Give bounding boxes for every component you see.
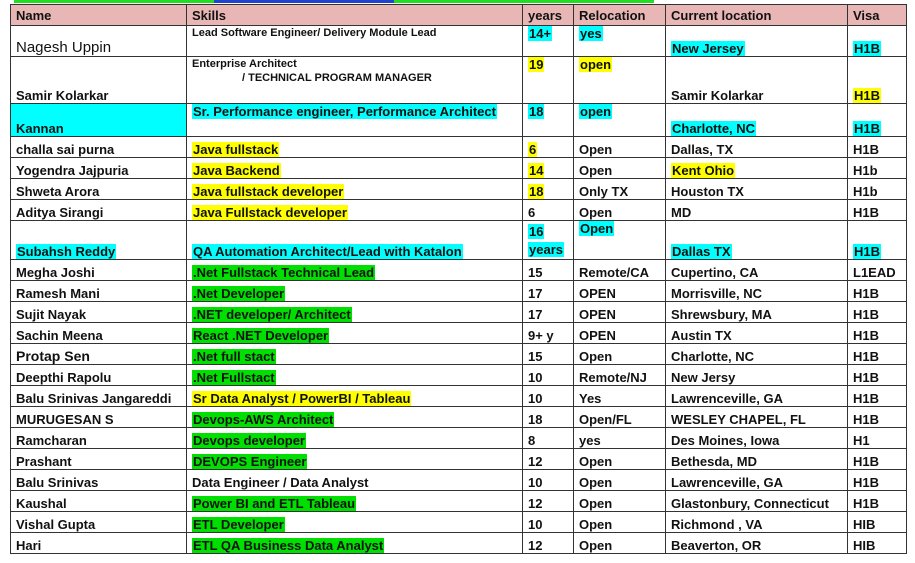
header-visa: Visa [848, 5, 907, 26]
cell-location: MD [666, 200, 848, 221]
cell-years: 8 [523, 428, 574, 449]
cell-location: New Jersey [666, 26, 848, 57]
table-row [11, 323, 907, 344]
cell-location: Glastonbury, Connecticut [666, 491, 848, 512]
cell-skills: Enterprise Architect / TECHNICAL PROGRAM MANAGER [187, 57, 523, 104]
cell-relocation: yes [574, 428, 666, 449]
table-row [11, 491, 907, 512]
cell-location: Des Moines, Iowa [666, 428, 848, 449]
cell-years: 15 [523, 344, 574, 365]
cell-name: Hari [11, 533, 187, 554]
cell-skills: Devops developer [187, 428, 523, 449]
cell-skills: Java fullstack developer [187, 179, 523, 200]
table-row [11, 221, 907, 260]
table-row [11, 137, 907, 158]
cell-skills: Power BI and ETL Tableau [187, 491, 523, 512]
table-row [11, 260, 907, 281]
cell-relocation: Yes [574, 386, 666, 407]
cell-years: 16 years [523, 221, 574, 260]
cell-name: Sujit Nayak [11, 302, 187, 323]
cell-relocation: Remote/NJ [574, 365, 666, 386]
header-relocation: Relocation [574, 5, 666, 26]
cell-visa: H1B [848, 344, 907, 365]
cell-visa: H1B [848, 104, 907, 137]
cell-location: Morrisville, NC [666, 281, 848, 302]
cell-name: challa sai purna [11, 137, 187, 158]
cell-visa: H1B [848, 491, 907, 512]
cell-relocation: OPEN [574, 323, 666, 344]
cell-location: New Jersy [666, 365, 848, 386]
header-location: Current location [666, 5, 848, 26]
cell-years: 18 [523, 407, 574, 428]
cell-relocation: Open [574, 449, 666, 470]
cell-skills: Sr Data Analyst / PowerBI / Tableau [187, 386, 523, 407]
cell-visa: H1B [848, 365, 907, 386]
cell-years: 10 [523, 512, 574, 533]
cell-relocation: Open [574, 200, 666, 221]
cell-years: 17 [523, 302, 574, 323]
cell-visa: H1B [848, 200, 907, 221]
cell-skills: Java Backend [187, 158, 523, 179]
cell-location: Lawrenceville, GA [666, 470, 848, 491]
cell-location: Cupertino, CA [666, 260, 848, 281]
header-row [11, 5, 907, 26]
cell-visa: H1B [848, 470, 907, 491]
candidate-table [10, 4, 907, 554]
cell-years: 10 [523, 386, 574, 407]
table-row [11, 281, 907, 302]
cell-skills: .Net Fullstack Technical Lead [187, 260, 523, 281]
cell-location: Lawrenceville, GA [666, 386, 848, 407]
cell-relocation: Open/FL [574, 407, 666, 428]
cell-skills: React .NET Developer [187, 323, 523, 344]
table-row [11, 57, 907, 104]
cell-visa: H1B [848, 57, 907, 104]
cell-visa: H1B [848, 386, 907, 407]
cell-location: Kent Ohio [666, 158, 848, 179]
cell-visa: L1EAD [848, 260, 907, 281]
cell-years: 14+ [523, 26, 574, 57]
cell-location: Dallas TX [666, 221, 848, 260]
cell-visa: H1B [848, 137, 907, 158]
cell-visa: H1b [848, 158, 907, 179]
cell-relocation: OPEN [574, 302, 666, 323]
cell-location: Richmond , VA [666, 512, 848, 533]
cell-location: Charlotte, NC [666, 344, 848, 365]
cell-visa: H1b [848, 179, 907, 200]
cell-skills: Java fullstack [187, 137, 523, 158]
table-row [11, 533, 907, 554]
table-row [11, 158, 907, 179]
cell-name: Ramcharan [11, 428, 187, 449]
cell-name: Samir Kolarkar [11, 57, 187, 104]
cell-years: 6 [523, 200, 574, 221]
cell-years: 18 [523, 104, 574, 137]
cell-relocation: Open [574, 221, 666, 260]
cell-location: Shrewsbury, MA [666, 302, 848, 323]
cell-visa: H1B [848, 449, 907, 470]
cell-years: 6 [523, 137, 574, 158]
cell-skills: .NET developer/ Architect [187, 302, 523, 323]
cell-skills: ETL QA Business Data Analyst [187, 533, 523, 554]
cell-years: 12 [523, 449, 574, 470]
cell-relocation: open [574, 57, 666, 104]
cell-visa: H1B [848, 302, 907, 323]
cell-relocation: Open [574, 470, 666, 491]
cell-name: MURUGESAN S [11, 407, 187, 428]
cell-relocation: Open [574, 137, 666, 158]
cell-name: Kannan [11, 104, 187, 137]
cell-location: Samir Kolarkar [666, 57, 848, 104]
table-row [11, 365, 907, 386]
cell-location: Bethesda, MD [666, 449, 848, 470]
cell-visa: H1B [848, 281, 907, 302]
cell-visa: HIB [848, 512, 907, 533]
table-row [11, 200, 907, 221]
table-row [11, 386, 907, 407]
cell-name: Yogendra Jajpuria [11, 158, 187, 179]
cell-name: Deepthi Rapolu [11, 365, 187, 386]
cell-name: Ramesh Mani [11, 281, 187, 302]
cell-location: Charlotte, NC [666, 104, 848, 137]
cell-name: Protap Sen [11, 344, 187, 365]
table-row [11, 302, 907, 323]
cell-name: Nagesh Uppin [11, 26, 187, 57]
cell-years: 15 [523, 260, 574, 281]
cell-relocation: OPEN [574, 281, 666, 302]
cell-years: 10 [523, 470, 574, 491]
cell-relocation: Remote/CA [574, 260, 666, 281]
cell-relocation: Open [574, 491, 666, 512]
cell-location: Austin TX [666, 323, 848, 344]
cell-relocation: Open [574, 344, 666, 365]
cell-years: 12 [523, 491, 574, 512]
cell-visa: H1B [848, 26, 907, 57]
table-row [11, 344, 907, 365]
cell-name: Aditya Sirangi [11, 200, 187, 221]
cell-name: Subahsh Reddy [11, 221, 187, 260]
table-row [11, 449, 907, 470]
cell-skills: .Net Fullstact [187, 365, 523, 386]
table-row [11, 428, 907, 449]
cell-skills: Sr. Performance engineer, Performance Architect [187, 104, 523, 137]
cell-skills: Devops-AWS Architect [187, 407, 523, 428]
top-link-segment [214, 0, 394, 3]
cell-name: Kaushal [11, 491, 187, 512]
header-years: years [523, 5, 574, 26]
cell-location: Dallas, TX [666, 137, 848, 158]
cell-skills: Data Engineer / Data Analyst [187, 470, 523, 491]
cell-location: Beaverton, OR [666, 533, 848, 554]
cell-years: 17 [523, 281, 574, 302]
table-row [11, 179, 907, 200]
cell-name: Sachin Meena [11, 323, 187, 344]
cell-relocation: Only TX [574, 179, 666, 200]
cell-years: 9+ y [523, 323, 574, 344]
cell-skills: .Net full stact [187, 344, 523, 365]
cell-name: Megha Joshi [11, 260, 187, 281]
cell-name: Balu Srinivas Jangareddi [11, 386, 187, 407]
cell-skills: Lead Software Engineer/ Delivery Module Lead [187, 26, 523, 57]
header-name: Name [11, 5, 187, 26]
cell-years: 19 [523, 57, 574, 104]
cell-skills: Java Fullstack developer [187, 200, 523, 221]
cell-relocation: Open [574, 512, 666, 533]
cell-years: 14 [523, 158, 574, 179]
cell-years: 18 [523, 179, 574, 200]
cell-name: Balu Srinivas [11, 470, 187, 491]
cell-location: Houston TX [666, 179, 848, 200]
cell-years: 10 [523, 365, 574, 386]
top-highlight-bar [14, 0, 654, 3]
cell-name: Vishal Gupta [11, 512, 187, 533]
cell-visa: H1 [848, 428, 907, 449]
cell-location: WESLEY CHAPEL, FL [666, 407, 848, 428]
table-row [11, 104, 907, 137]
cell-relocation: Open [574, 533, 666, 554]
cell-visa: H1B [848, 323, 907, 344]
cell-skills: DEVOPS Engineer [187, 449, 523, 470]
cell-relocation: yes [574, 26, 666, 57]
cell-visa: HIB [848, 533, 907, 554]
cell-skills: .Net Developer [187, 281, 523, 302]
table-row [11, 407, 907, 428]
cell-relocation: open [574, 104, 666, 137]
cell-name: Shweta Arora [11, 179, 187, 200]
header-skills: Skills [187, 5, 523, 26]
cell-skills: QA Automation Architect/Lead with Katalon [187, 221, 523, 260]
cell-relocation: Open [574, 158, 666, 179]
cell-years: 12 [523, 533, 574, 554]
cell-name: Prashant [11, 449, 187, 470]
table-row [11, 470, 907, 491]
cell-visa: H1B [848, 407, 907, 428]
table-row [11, 26, 907, 57]
cell-visa: H1B [848, 221, 907, 260]
cell-skills: ETL Developer [187, 512, 523, 533]
table-row [11, 512, 907, 533]
